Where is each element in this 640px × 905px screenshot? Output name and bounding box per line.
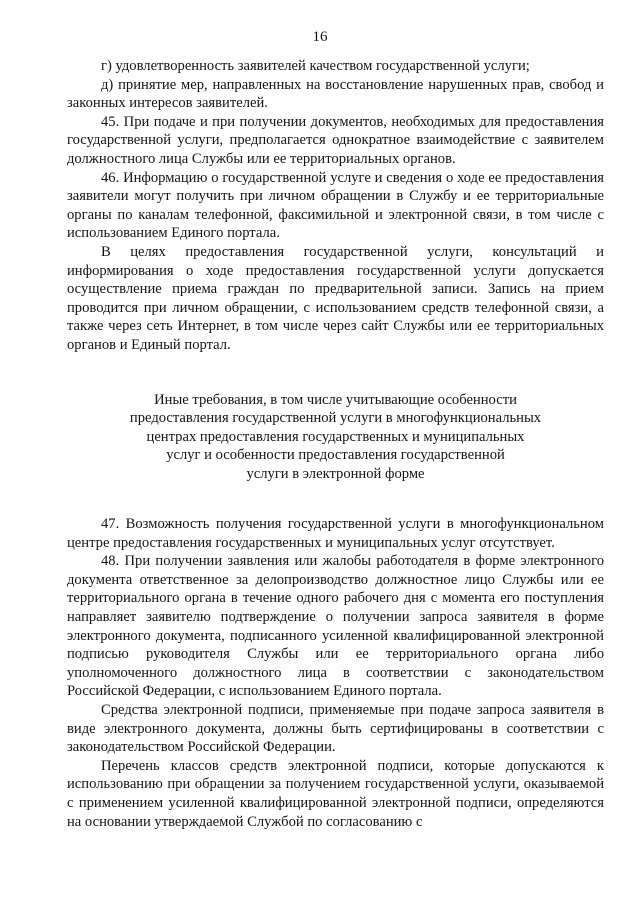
heading-line: предоставления государственной услуги в многофункциональных <box>129 410 542 426</box>
paragraph-signature-classes: Перечень классов средств электронной подписи, которые допускаются к использованию при обращении за получением государственной услуги, оказываемой с применением усиленной квалифицированной электронной подписи, определяются на основании утверждаемой Службой по согласованию с <box>67 757 604 830</box>
heading-line: Иные требования, в том числе учитывающие особенности <box>154 391 517 408</box>
heading-line: центрах предоставления государственных и муниципальных <box>146 428 525 445</box>
paragraph-d: д) принятие мер, направленных на восстановление нарушенных прав, свобод и законных интересов заявителей. <box>67 76 604 112</box>
paragraph-46: 46. Информацию о государственной услуге и сведения о ходе ее предоставления заявители могут получить при личном обращении в Службу и ее территориальные органы по каналам телефонной, факсимильной и электронной связи, в том числе с использованием Единого портала. <box>67 169 604 242</box>
section-heading <box>67 391 604 484</box>
paragraph-48: 48. При получении заявления или жалобы работодателя в форме электронного документа ответственное за делопроизводство должностное лицо Службы или ее территориального органа в течение одного рабочего дня с момента его поступления направляет заявителю подтверждение о получении запроса заявителя в форме электронного документа, подписанного усиленной квалифицированной электронной подписью руководителя Службы или ее территориального органа либо уполномоченного должностного лица в соответствии с законодательством Российской Федерации, с использованием Единого портала. <box>67 553 604 700</box>
paragraph-g: г) удовлетворенность заявителей качеством государственной услуги; <box>101 58 530 74</box>
paragraph-45: 45. При подаче и при получении документов, необходимых для предоставления государственной услуги, предполагается однократное взаимодействие с заявителем должностного лица Службы или ее территориальных органов. <box>67 113 604 167</box>
paragraph-consultations: В целях предоставления государственной услуги, консультаций и информирования о ходе предоставления государственной услуги допускается осуществление приема граждан по предварительной записи. Запись на прием проводится при личном обращении, с использованием средств телефонной связи, а также через сеть Интернет, в том числе через сайт Службы или ее территориальных органов и Единый портал. <box>67 243 604 353</box>
page-number: 16 <box>312 29 328 45</box>
document-body <box>67 57 604 831</box>
heading-line: услуги в электронной форме <box>246 465 425 482</box>
heading-line: услуг и особенности предоставления государственной <box>166 447 505 463</box>
paragraph-signature-tools: Средства электронной подписи, применяемые при подаче запроса заявителя в виде электронного документа, должны быть сертифицированы в соответствии с законодательством Российской Федерации. <box>67 701 604 756</box>
paragraph-47: 47. Возможность получения государственной услуги в многофункциональном центре предоставления государственных и муниципальных услуг отсутствует. <box>67 516 604 551</box>
